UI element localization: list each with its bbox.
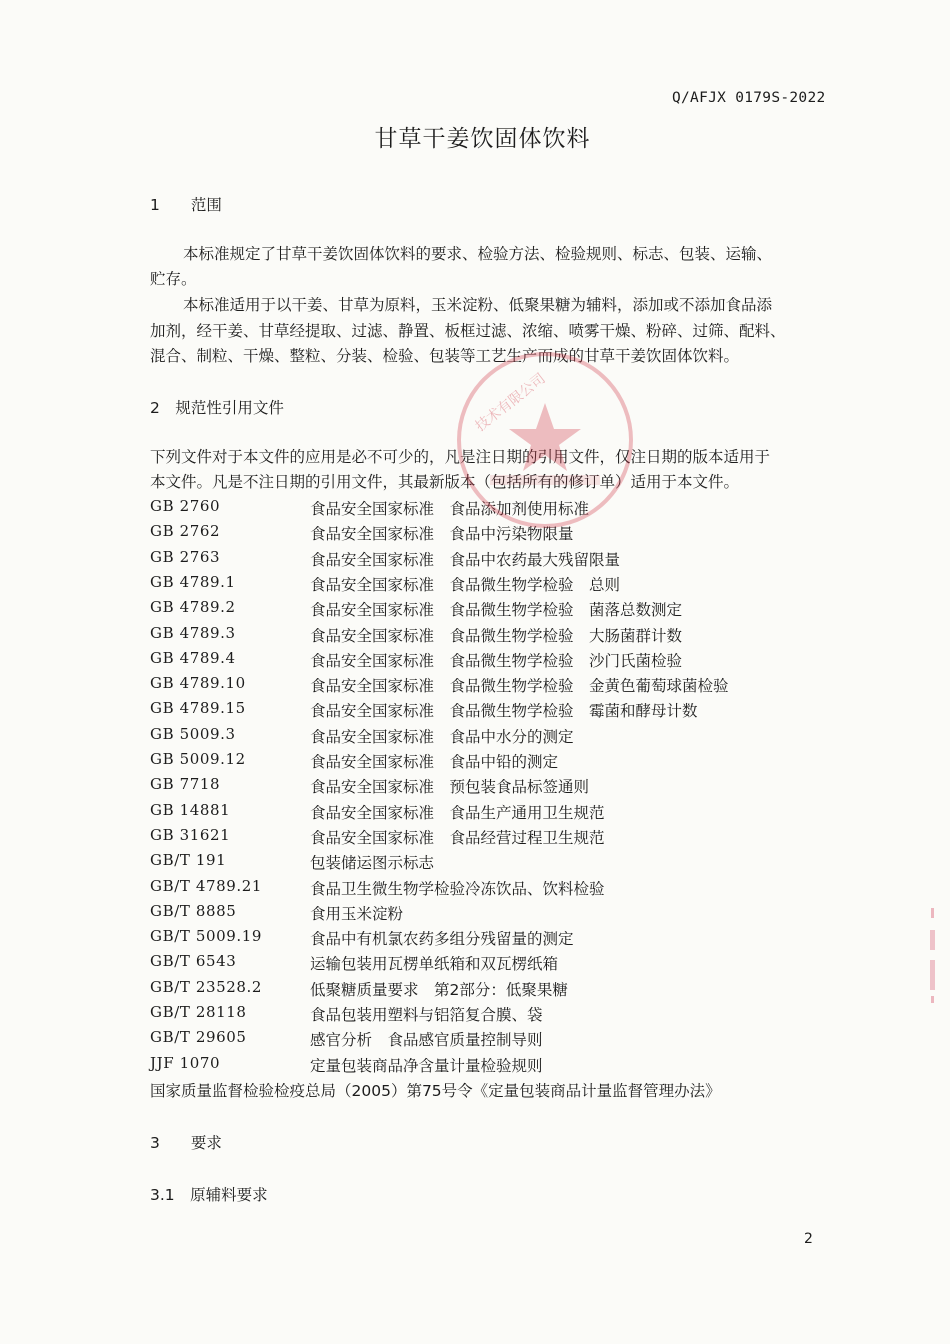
reference-title: 食品安全国家标准 食品微生物学检验 霉菌和酵母计数	[310, 702, 698, 721]
reference-title: 食品安全国家标准 食品经营过程卫生规范	[310, 828, 605, 847]
section-3-1-heading: 3.1 原辅料要求	[150, 1186, 268, 1204]
reference-code: GB 5009.3	[150, 724, 236, 743]
reference-title: 食品安全国家标准 食品微生物学检验 沙门氏菌检验	[310, 651, 683, 670]
reference-title: 低聚糖质量要求 第2部分：低聚果糖	[310, 980, 568, 999]
scope-para2-line3: 混合、制粒、干燥、整粒、分装、检验、包装等工艺生产而成的甘草干姜饮固体饮料。	[150, 347, 740, 365]
seal-text: 技术有限公司	[472, 370, 549, 435]
reference-title: 食品中有机氯农药多组分残留量的测定	[310, 930, 574, 949]
reference-code: GB 2763	[150, 547, 221, 566]
section-3-heading: 3 要求	[150, 1134, 222, 1152]
normative-intro-line1: 下列文件对于本文件的应用是必不可少的，凡是注日期的引用文件，仅注日期的版本适用于	[150, 448, 771, 466]
reference-code: GB 7718	[150, 775, 221, 794]
reference-code: JJF 1070	[150, 1053, 221, 1072]
scope-para2-line1: 本标准适用于以干姜、甘草为原料，玉米淀粉、低聚果糖为辅料，添加或不添加食品添	[183, 296, 773, 314]
reference-title: 食品安全国家标准 食品中铅的测定	[310, 753, 559, 771]
reference-code: GB 4789.2	[150, 598, 236, 617]
reference-title: 定量包装商品净含量计量检验规则	[310, 1056, 543, 1075]
scope-para2-line2: 加剂，经干姜、甘草经提取、过滤、静置、板框过滤、浓缩、喷雾干燥、粉碎、过筛、配料、	[150, 322, 786, 340]
reference-title: 运输包装用瓦楞单纸箱和双瓦楞纸箱	[310, 955, 559, 974]
section-1-heading: 1 范围	[150, 196, 222, 214]
standard-code: Q/AFJX 0179S-2022	[672, 90, 826, 106]
scope-para1-line2: 贮存。	[150, 270, 197, 288]
reference-title: 食品卫生微生物学检验冷冻饮品、饮料检验	[310, 879, 605, 898]
reference-code: GB 2760	[150, 497, 221, 515]
page-number: 2	[804, 1231, 813, 1247]
reference-code: GB/T 28118	[150, 1003, 247, 1021]
reference-code: GB/T 4789.21	[150, 876, 263, 895]
scope-para1-line1: 本标准规定了甘草干姜饮固体饮料的要求、检验方法、检验规则、标志、包装、运输、	[183, 245, 773, 263]
reference-code: GB/T 5009.19	[150, 927, 263, 946]
reference-code: GB 31621	[150, 825, 231, 844]
reference-code: GB/T 8885	[150, 901, 237, 920]
reference-title: 食品安全国家标准 食品生产通用卫生规范	[310, 803, 605, 822]
reference-code: GB 5009.12	[150, 750, 246, 768]
reference-title: 食品安全国家标准 食品微生物学检验 总则	[310, 575, 621, 594]
edge-mark	[928, 908, 938, 1003]
reference-title: 食品安全国家标准 食品中污染物限量	[310, 525, 574, 544]
reference-title: 食品安全国家标准 预包装食品标签通则	[310, 778, 590, 797]
reference-code: GB 4789.1	[150, 572, 236, 591]
section-2-heading: 2 规范性引用文件	[150, 399, 284, 417]
document-title: 甘草干姜饮固体饮料	[374, 126, 591, 152]
reference-code: GB 4789.10	[150, 674, 246, 693]
reference-title: 食品包装用塑料与铝箔复合膜、袋	[310, 1006, 543, 1024]
reference-code: GB 4789.3	[150, 623, 236, 642]
reference-code: GB/T 29605	[150, 1028, 247, 1047]
normative-intro-line2: 本文件。凡是不注日期的引用文件，其最新版本（包括所有的修订单）适用于本文件。	[150, 473, 740, 491]
decree-reference: 国家质量监督检验检疫总局（2005）第75号令《定量包装商品计量监督管理办法》	[150, 1082, 721, 1100]
reference-code: GB 4789.4	[150, 648, 236, 667]
reference-title: 食品安全国家标准 食品添加剂使用标准	[310, 500, 590, 518]
reference-title: 包装储运图示标志	[310, 854, 435, 873]
reference-title: 食用玉米淀粉	[310, 904, 404, 923]
reference-code: GB/T 6543	[150, 952, 237, 971]
reference-title: 食品安全国家标准 食品中水分的测定	[310, 727, 574, 746]
reference-code: GB/T 191	[150, 851, 227, 870]
reference-title: 食品安全国家标准 食品微生物学检验 菌落总数测定	[310, 601, 683, 620]
reference-title: 食品安全国家标准 食品中农药最大残留限量	[310, 550, 621, 569]
company-seal-stamp	[450, 345, 640, 535]
reference-code: GB 4789.15	[150, 699, 246, 718]
reference-title: 食品安全国家标准 食品微生物学检验 金黄色葡萄球菌检验	[310, 677, 729, 696]
reference-title: 感官分析 食品感官质量控制导则	[310, 1031, 543, 1050]
reference-code: GB/T 23528.2	[150, 977, 263, 996]
reference-code: GB 2762	[150, 522, 221, 541]
reference-code: GB 14881	[150, 800, 231, 819]
reference-title: 食品安全国家标准 食品微生物学检验 大肠菌群计数	[310, 626, 683, 645]
